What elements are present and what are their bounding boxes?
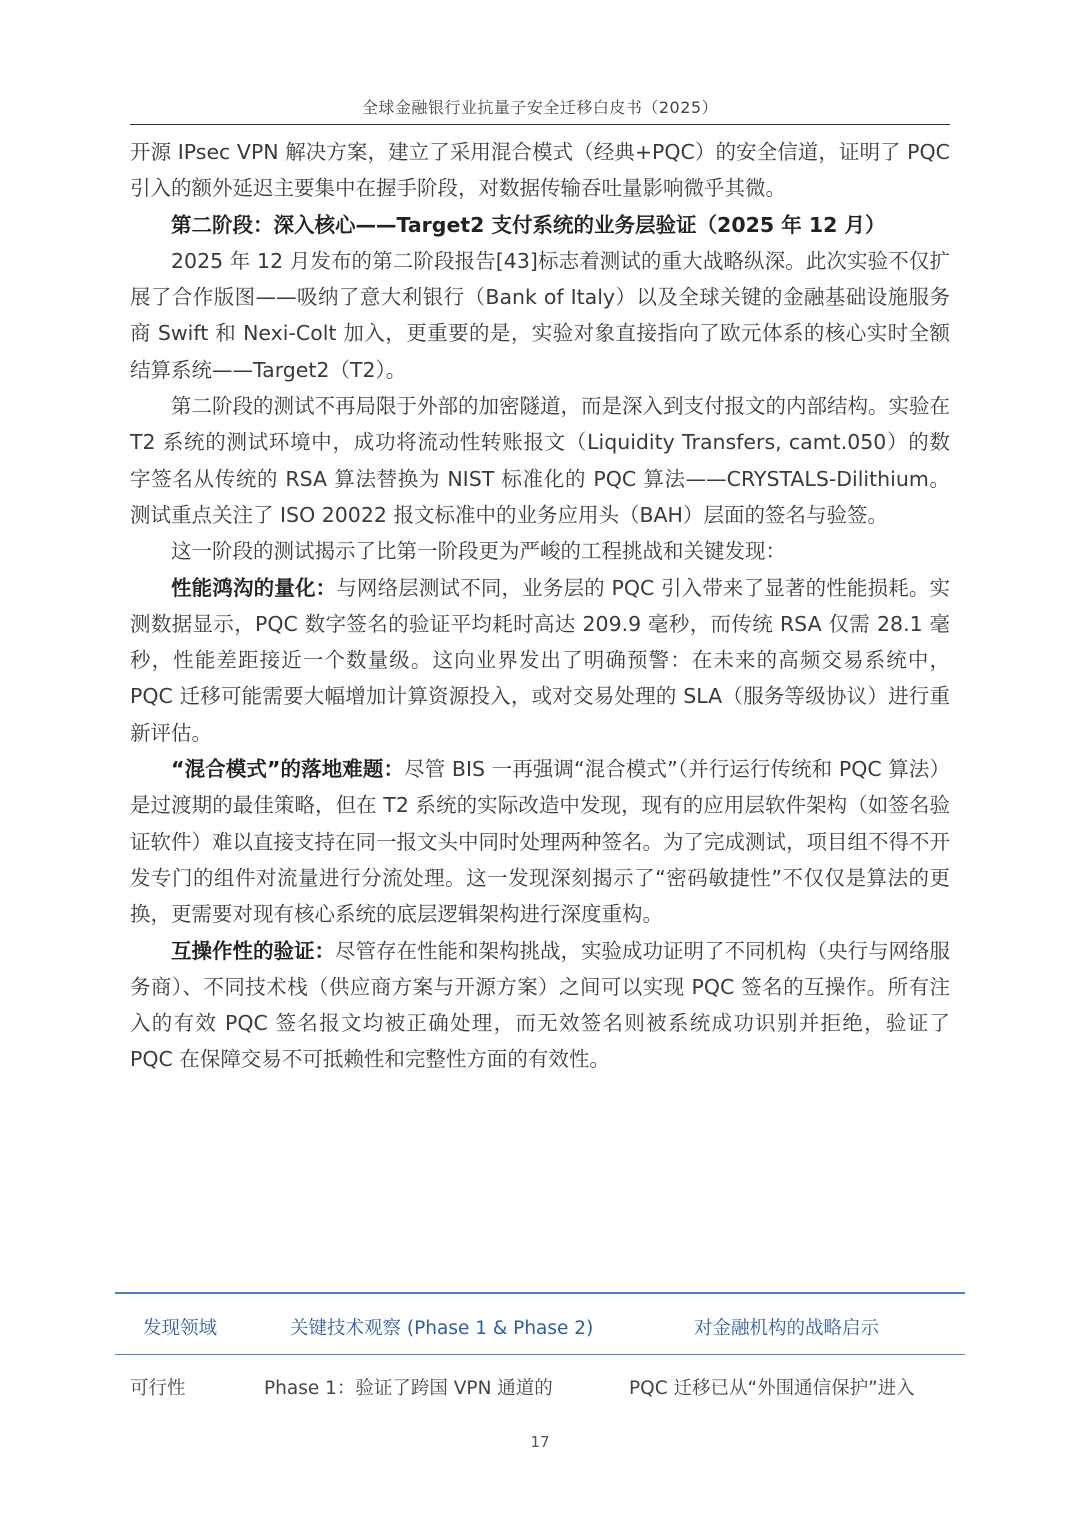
section-subheading: 第二阶段：深入核心——Target2 支付系统的业务层验证（2025 年 12 月） (171, 212, 886, 237)
finding-performance-lead: 性能鸿沟的量化： (171, 575, 337, 600)
table-row (115, 1355, 965, 1417)
finding-performance-text: 与网络层测试不同，业务层的 PQC 引入带来了显著的性能损耗。实测数据显示，PQC 数字签名的验证平均耗时高达 209.9 毫秒，而传统 RSA 仅需 28.1 毫秒，性能差距接近一个数量级。这向业界发出了明确预警：在未来的高频交易系统中，PQC 迁移可能需要大幅增加计算资源投入，或对交易处理的 SLA（服务等级协议）进行重新评估。 (130, 575, 951, 745)
finding-hybrid-mode-lead: “混合模式”的落地难题： (171, 757, 405, 782)
header-title: 全球金融银行业抗量子安全迁移白皮书（2025） (361, 98, 719, 117)
finding-hybrid-mode (130, 751, 950, 932)
table-cell: PQC 迁移已从“外围通信保护”进入 (629, 1378, 915, 1399)
header-divider (130, 124, 950, 125)
table-header-cell: 对金融机构的战略启示 (694, 1318, 880, 1339)
findings-table (115, 1292, 965, 1417)
table-header-cell: 发现领域 (143, 1318, 218, 1339)
finding-interoperability-lead: 互操作性的验证： (171, 938, 335, 963)
finding-performance (130, 570, 950, 751)
page-header (130, 95, 950, 118)
paragraph-3: 第二阶段的测试不再局限于外部的加密隧道，而是深入到支付报文的内部结构。实验在 T2 系统的测试环境中，成功将流动性转账报文（Liquidity Transfers, camt.050）的数字签名从传统的 RSA 算法替换为 NIST 标准化的 PQC 算法——CRYSTALS-Dilithium。测试重点关注了 ISO 20022 报文标准中的业务应用头（BAH）层面的签名与验签。 (130, 394, 950, 527)
main-content (130, 134, 950, 1078)
table-header-cell: 关键技术观察 (Phase 1 & Phase 2) (290, 1318, 594, 1339)
table-cell: Phase 1：验证了跨国 VPN 通道的 (264, 1378, 553, 1399)
table-cell: 可行性 (130, 1378, 186, 1399)
page-number: 17 (530, 1433, 550, 1451)
finding-interoperability (130, 933, 950, 1078)
paragraph-2: 2025 年 12 月发布的第二阶段报告[43]标志着测试的重大战略纵深。此次实验不仅扩展了合作版图——吸纳了意大利银行（Bank of Italy）以及全球关键的金融基础设施服务商 Swift 和 Nexi-Colt 加入，更重要的是，实验对象直接指向了欧元体系的核心实时全额结算系统——Target2（T2）。 (130, 248, 950, 382)
table-header-row (115, 1294, 965, 1354)
finding-hybrid-mode-text: 尽管 BIS 一再强调“混合模式”（并行运行传统和 PQC 算法）是过渡期的最佳策略，但在 T2 系统的实际改造中发现，现有的应用层软件架构（如签名验证软件）难以直接支持在同一报文头中同时处理两种签名。为了完成测试，项目组不得不开发专门的组件对流量进行分流处理。这一发现深刻揭示了“密码敏捷性”不仅仅是算法的更换，更需要对现有核心系统的底层逻辑架构进行深度重构。 (130, 757, 950, 927)
paragraph-1: 开源 IPsec VPN 解决方案，建立了采用混合模式（经典+PQC）的安全信道，证明了 PQC 引入的额外延迟主要集中在握手阶段，对数据传输吞吐量影响微乎其微。 (130, 140, 950, 201)
finding-interoperability-text: 尽管存在性能和架构挑战，实验成功证明了不同机构（央行与网络服务商）、不同技术栈（供应商方案与开源方案）之间可以实现 PQC 签名的互操作。所有注入的有效 PQC 签名报文均被正确处理，而无效签名则被系统成功识别并拒绝，验证了 PQC 在保障交易不可抵赖性和完整性方面的有效性。 (130, 938, 950, 1072)
paragraph-4: 这一阶段的测试揭示了比第一阶段更为严峻的工程挑战和关键发现： (171, 539, 786, 564)
